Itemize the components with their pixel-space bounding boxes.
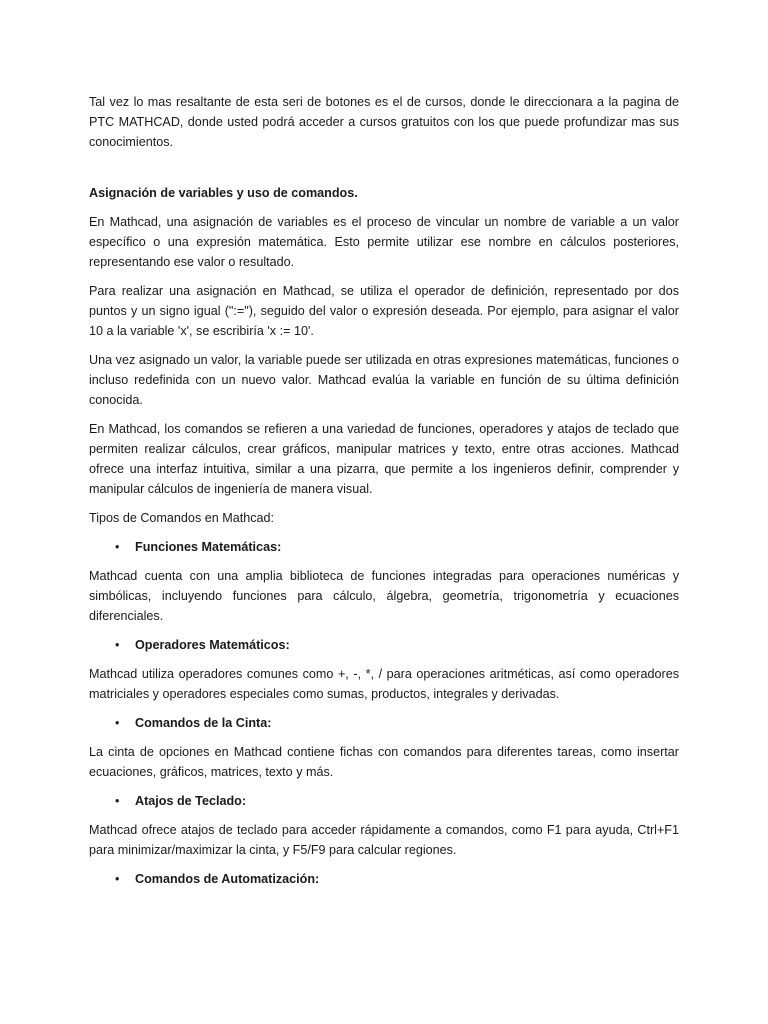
list-item-bullet xyxy=(89,869,679,889)
list-item-description: Mathcad ofrece atajos de teclado para acceder rápidamente a comandos, como F1 para ayuda, Ctrl+F1 para minimizar/maximizar la cinta, y F5/F9 para calcular regiones. xyxy=(89,823,679,857)
list-item-bullet xyxy=(89,635,679,655)
paragraph-command-types-label: Tipos de Comandos en Mathcad: xyxy=(89,511,275,525)
bullet-icon: • xyxy=(115,794,120,808)
list-item-bullet xyxy=(89,537,679,557)
paragraph-assignment-operator: Para realizar una asignación en Mathcad, se utiliza el operador de definición, representado por dos puntos y un signo igual (":="), seguido del valor o expresión deseada. Por ejemplo, para asignar el valor 10 a la variable 'x', se escribiría 'x := 10'. xyxy=(89,284,679,338)
bullet-icon: • xyxy=(115,872,120,886)
paragraph-commands-overview: En Mathcad, los comandos se refieren a una variedad de funciones, operadores y atajos de teclado que permiten realizar cálculos, crear gráficos, manipular matrices y texto, entre otras acciones. Mathcad ofrece una interfaz intuitiva, similar a una pizarra, que permite a los ingenieros definir, comprender y manipular cálculos de ingeniería de manera visual. xyxy=(89,422,679,496)
bullet-icon: • xyxy=(115,540,120,554)
list-item-title: Atajos de Teclado: xyxy=(135,794,247,808)
bullet-icon: • xyxy=(115,638,120,652)
list-item-title: Funciones Matemáticas: xyxy=(135,540,282,554)
list-item-description: La cinta de opciones en Mathcad contiene fichas con comandos para diferentes tareas, como insertar ecuaciones, gráficos, matrices, texto y más. xyxy=(89,745,679,779)
section-heading: Asignación de variables y uso de comandos. xyxy=(89,186,358,200)
list-item-bullet xyxy=(89,713,679,733)
paragraph-assignment-definition: En Mathcad, una asignación de variables es el proceso de vincular un nombre de variable a un valor específico o una expresión matemática. Esto permite utilizar ese nombre en cálculos posteriores, representando ese valor o resultado. xyxy=(89,215,679,269)
list-item-description: Mathcad utiliza operadores comunes como +, -, *, / para operaciones aritméticas, así como operadores matriciales y operadores especiales como sumas, productos, integrales y derivadas. xyxy=(89,667,679,701)
list-item-description: Mathcad cuenta con una amplia biblioteca de funciones integradas para operaciones numéricas y simbólicas, incluyendo funciones para cálculo, álgebra, geometría, trigonometría y ecuaciones diferenciales. xyxy=(89,569,679,623)
list-item-bullet xyxy=(89,791,679,811)
list-item-title: Comandos de la Cinta: xyxy=(135,716,272,730)
list-item-title: Operadores Matemáticos: xyxy=(135,638,290,652)
bullet-icon: • xyxy=(115,716,120,730)
document-page xyxy=(89,92,679,898)
intro-paragraph: Tal vez lo mas resaltante de esta seri de botones es el de cursos, donde le direccionara a la pagina de PTC MATHCAD, donde usted podrá acceder a cursos gratuitos con los que puede profundizar mas sus conocimientos. xyxy=(89,95,679,149)
list-item-title: Comandos de Automatización: xyxy=(135,872,320,886)
paragraph-variable-usage: Una vez asignado un valor, la variable puede ser utilizada en otras expresiones matemáticas, funciones o incluso redefinida con un nuevo valor. Mathcad evalúa la variable en función de su última definición conocida. xyxy=(89,353,679,407)
